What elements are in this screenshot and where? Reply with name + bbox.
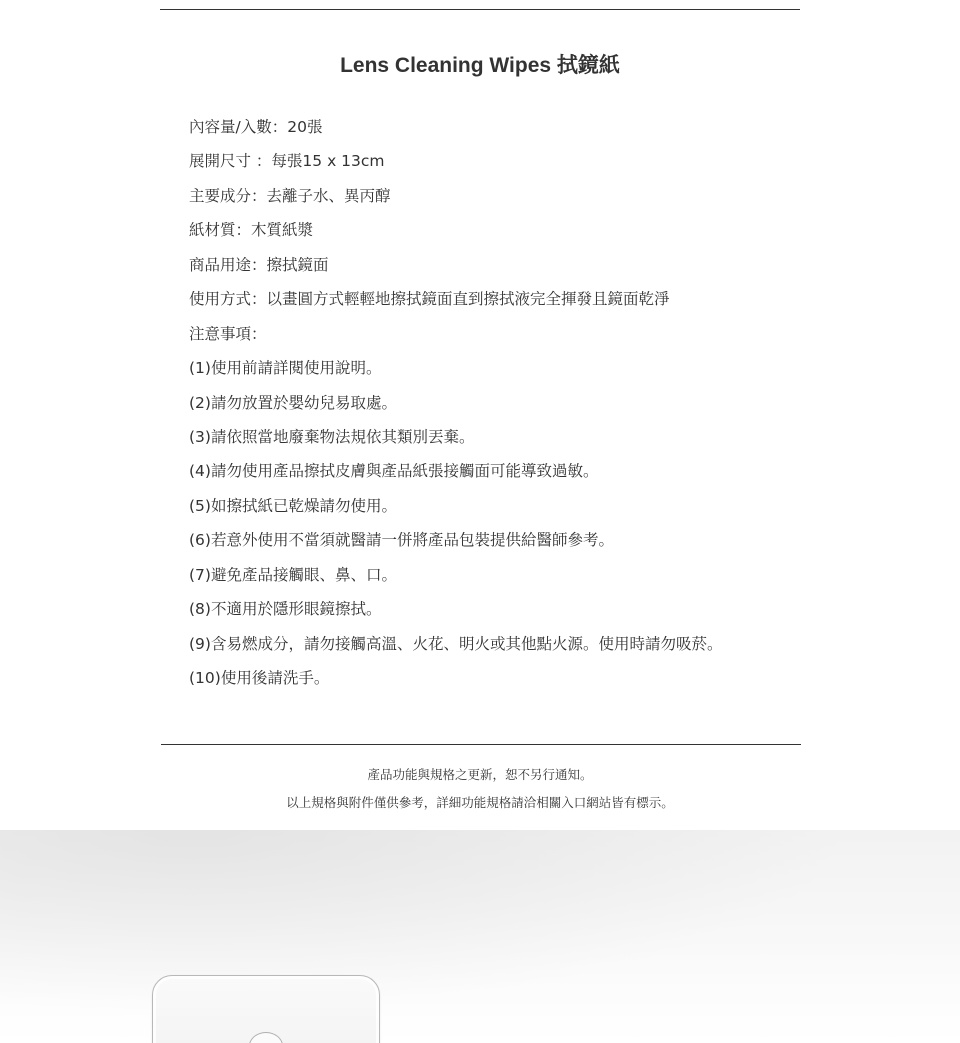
precaution-item: (3)請依照當地廢棄物法規依其類別丟棄。	[189, 427, 475, 446]
precaution-item: (4)請勿使用產品擦拭皮膚與產品紙張接觸面可能導致過敏。	[189, 462, 599, 481]
update-notice: 產品功能與規格之更新，恕不另行通知。	[367, 767, 593, 782]
top-divider	[160, 9, 800, 10]
precaution-item: (6)若意外使用不當須就醫請一併將產品包裝提供給醫師參考。	[189, 531, 614, 550]
product-title: Lens Cleaning Wipes 拭鏡紙	[340, 54, 620, 77]
packet-tear-notch	[249, 1032, 283, 1043]
bottom-divider	[161, 744, 801, 745]
product-photo	[0, 830, 960, 1043]
spec-content-quantity: 內容量/入數：20張	[189, 118, 323, 136]
precaution-item: (1)使用前請詳閱使用說明。	[189, 359, 382, 378]
spec-usage-method: 使用方式：以畫圓方式輕輕地擦拭鏡面直到擦拭液完全揮發且鏡面乾淨	[189, 290, 670, 309]
spec-unfolded-size: 展開尺寸 ：每張15 x 13cm	[189, 152, 385, 171]
spec-precautions-heading: 注意事項：	[189, 324, 267, 343]
precaution-item: (9)含易燃成分，請勿接觸高溫、火花、明火或其他點火源。使用時請勿吸菸。	[189, 634, 723, 653]
reference-disclaimer: 以上規格與附件僅供參考，詳細功能規格請洽相關入口網站皆有標示。	[286, 795, 674, 810]
precaution-item: (5)如擦拭紙已乾燥請勿使用。	[189, 496, 397, 515]
spec-ingredients: 主要成分：去離子水、異丙醇	[189, 186, 391, 205]
wipe-packet-image	[152, 975, 380, 1043]
spec-paper-material: 紙材質：木質紙漿	[189, 221, 314, 240]
spec-usage-purpose: 商品用途：擦拭鏡面	[189, 255, 329, 274]
precaution-item: (7)避免產品接觸眼、鼻、口。	[189, 565, 397, 584]
photo-shading	[0, 830, 960, 1043]
precaution-item: (2)請勿放置於嬰幼兒易取處。	[189, 393, 397, 412]
precaution-item: (10)使用後請洗手。	[189, 669, 330, 687]
spec-list	[189, 117, 722, 702]
precaution-item: (8)不適用於隱形眼鏡擦拭。	[189, 600, 382, 619]
